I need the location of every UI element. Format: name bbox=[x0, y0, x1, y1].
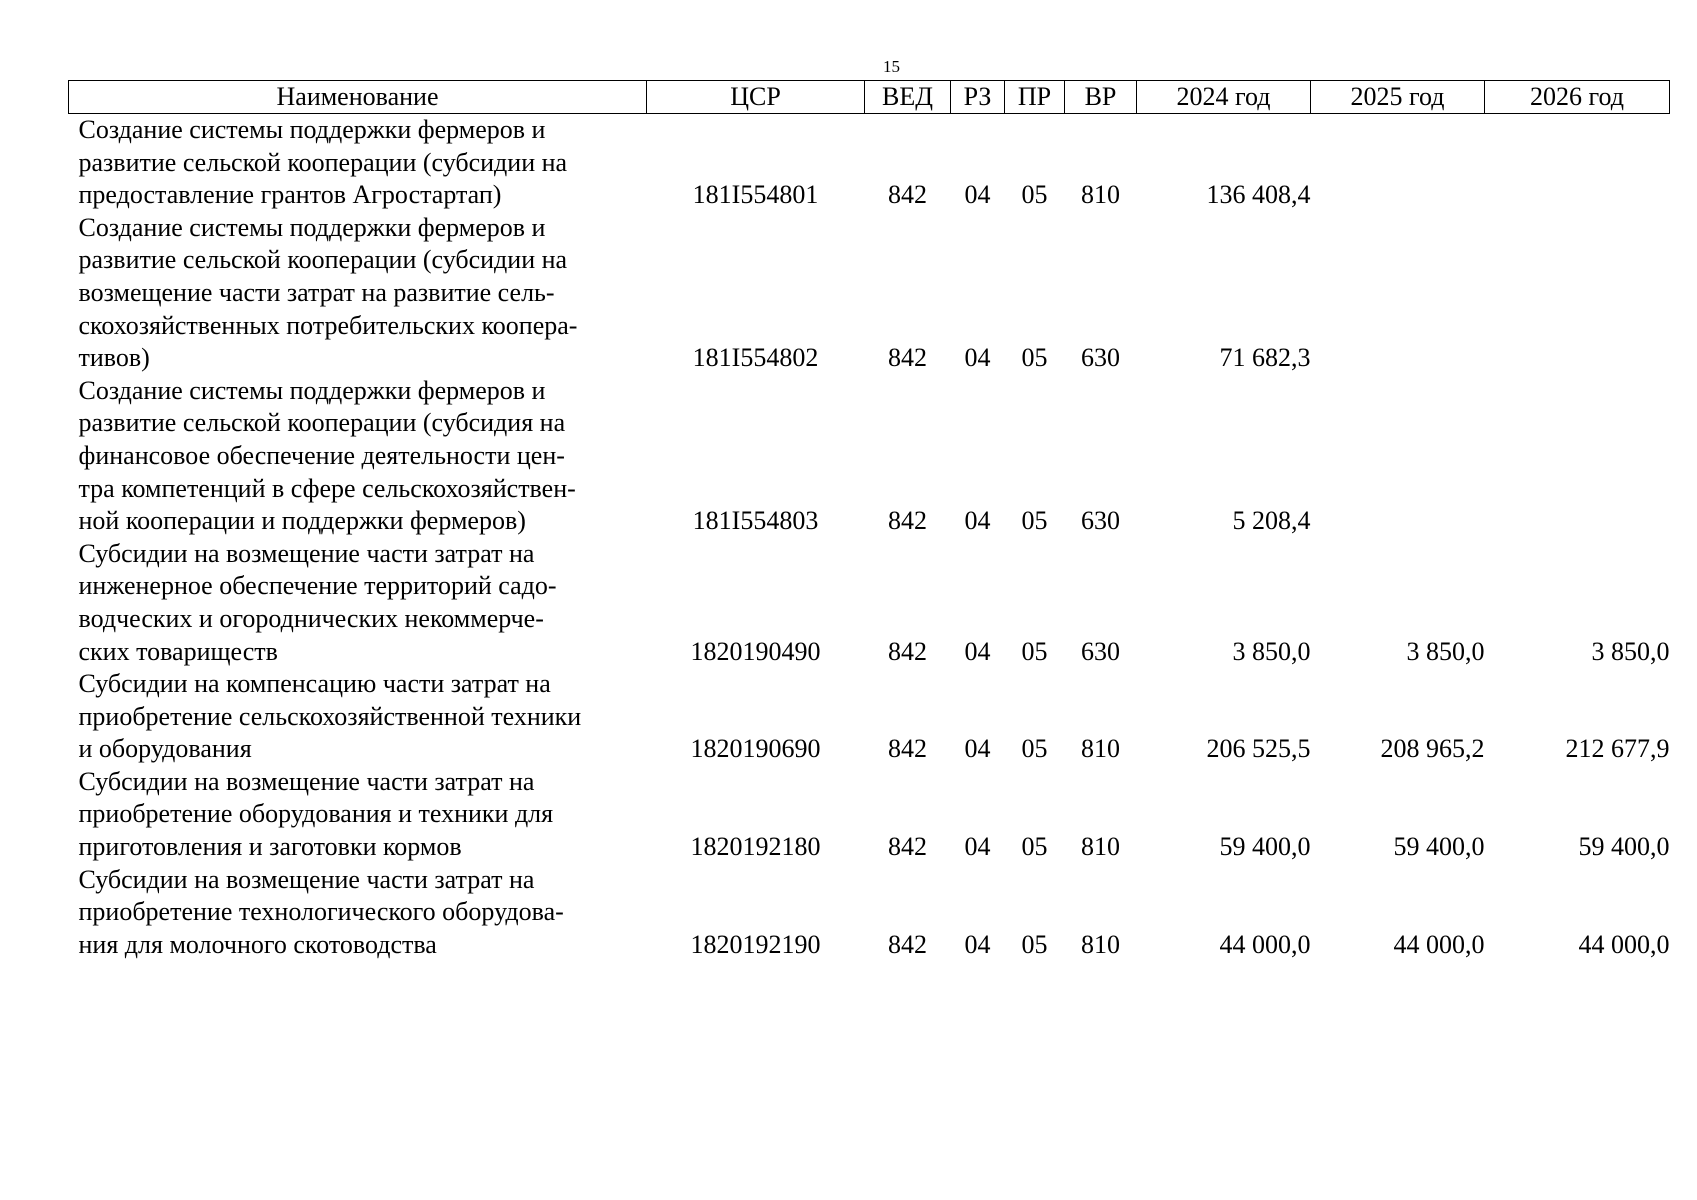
cell-vr: 810 bbox=[1081, 832, 1120, 862]
cell-2024: 206 525,5 bbox=[1206, 734, 1311, 764]
table-row bbox=[69, 212, 1670, 375]
cell-2025: 208 965,2 bbox=[1380, 734, 1485, 764]
name-line: тивов) bbox=[78, 343, 150, 373]
name-line: возмещение части затрат на развитие сель- bbox=[78, 277, 555, 307]
header-pr: ПР bbox=[1005, 81, 1065, 114]
name-line: водческих и огороднических некоммерче- bbox=[78, 603, 544, 633]
cell-vr: 810 bbox=[1081, 734, 1120, 764]
cell-vr: 630 bbox=[1081, 506, 1120, 536]
name-line: развитие сельской кооперации (субсидия на bbox=[78, 408, 566, 438]
cell-csr: 1820192180 bbox=[690, 832, 821, 862]
cell-pr: 05 bbox=[1021, 636, 1048, 666]
cell-name bbox=[69, 375, 647, 538]
cell-name bbox=[69, 538, 647, 668]
header-2024: 2024 год bbox=[1137, 81, 1311, 114]
cell-2026 bbox=[1485, 212, 1670, 375]
name-line: Субсидии на возмещение части затрат на bbox=[78, 864, 535, 894]
cell-name bbox=[69, 114, 647, 212]
name-line: Субсидии на возмещение части затрат на bbox=[78, 538, 535, 568]
cell-csr: 181I554801 bbox=[692, 180, 819, 210]
cell-pr: 05 bbox=[1021, 506, 1048, 536]
cell-rz: 04 bbox=[964, 832, 991, 862]
cell-ved: 842 bbox=[888, 636, 927, 666]
cell-ved: 842 bbox=[888, 180, 927, 210]
header-vr: ВР bbox=[1065, 81, 1137, 114]
cell-rz: 04 bbox=[964, 734, 991, 764]
header-csr: ЦСР bbox=[647, 81, 865, 114]
cell-pr: 05 bbox=[1021, 832, 1048, 862]
cell-vr: 630 bbox=[1081, 343, 1120, 373]
cell-2025: 3 850,0 bbox=[1406, 636, 1485, 666]
cell-2025: 59 400,0 bbox=[1393, 832, 1485, 862]
name-line: приобретение оборудования и техники для bbox=[78, 799, 554, 829]
cell-name bbox=[69, 766, 647, 864]
cell-2024: 44 000,0 bbox=[1219, 929, 1311, 959]
cell-2026 bbox=[1485, 375, 1670, 538]
cell-ved: 842 bbox=[888, 506, 927, 536]
cell-ved: 842 bbox=[888, 343, 927, 373]
header-rz: РЗ bbox=[951, 81, 1005, 114]
cell-pr: 05 bbox=[1021, 343, 1048, 373]
name-line: скохозяйственных потребительских коопера- bbox=[78, 310, 578, 340]
cell-2026 bbox=[1485, 114, 1670, 212]
header-2026: 2026 год bbox=[1485, 81, 1670, 114]
cell-ved: 842 bbox=[888, 734, 927, 764]
cell-csr: 181I554803 bbox=[692, 506, 819, 536]
cell-2026: 44 000,0 bbox=[1578, 929, 1670, 959]
header-ved: ВЕД bbox=[865, 81, 951, 114]
name-line: Создание системы поддержки фермеров и bbox=[78, 375, 546, 405]
cell-pr: 05 bbox=[1021, 180, 1048, 210]
table-row bbox=[69, 375, 1670, 538]
table-row bbox=[69, 668, 1670, 766]
page-number: 15 bbox=[883, 57, 900, 76]
cell-2025 bbox=[1311, 375, 1485, 538]
name-line: финансовое обеспечение деятельности цен- bbox=[78, 440, 565, 470]
cell-csr: 181I554802 bbox=[692, 343, 819, 373]
cell-rz: 04 bbox=[964, 343, 991, 373]
name-line: развитие сельской кооперации (субсидии на bbox=[78, 245, 568, 275]
cell-2024: 5 208,4 bbox=[1232, 506, 1311, 536]
budget-table bbox=[68, 80, 1670, 961]
cell-pr: 05 bbox=[1021, 734, 1048, 764]
cell-vr: 810 bbox=[1081, 180, 1120, 210]
name-line: инженерное обеспечение территорий садо- bbox=[78, 571, 557, 601]
name-line: ния для молочного скотоводства bbox=[78, 929, 437, 959]
name-line: ских товариществ bbox=[78, 636, 278, 666]
cell-2024: 136 408,4 bbox=[1206, 180, 1311, 210]
name-line: развитие сельской кооперации (субсидии на bbox=[78, 147, 568, 177]
cell-csr: 1820192190 bbox=[690, 929, 821, 959]
cell-name bbox=[69, 212, 647, 375]
name-line: предоставление грантов Агростартап) bbox=[78, 180, 502, 210]
cell-ved: 842 bbox=[888, 929, 927, 959]
name-line: Создание системы поддержки фермеров и bbox=[78, 212, 546, 242]
cell-vr: 810 bbox=[1081, 929, 1120, 959]
cell-ved: 842 bbox=[888, 832, 927, 862]
name-line: Субсидии на возмещение части затрат на bbox=[78, 766, 535, 796]
name-line: ной кооперации и поддержки фермеров) bbox=[78, 506, 526, 536]
table-body bbox=[69, 114, 1670, 962]
cell-2024: 59 400,0 bbox=[1219, 832, 1311, 862]
name-line: приготовления и заготовки кормов bbox=[78, 832, 462, 862]
cell-csr: 1820190690 bbox=[690, 734, 821, 764]
name-line: Создание системы поддержки фермеров и bbox=[78, 115, 546, 144]
name-line: тра компетенций в сфере сельскохозяйствен- bbox=[78, 473, 576, 503]
cell-2025 bbox=[1311, 212, 1485, 375]
table-row bbox=[69, 864, 1670, 962]
cell-2024: 71 682,3 bbox=[1219, 343, 1311, 373]
cell-rz: 04 bbox=[964, 506, 991, 536]
cell-rz: 04 bbox=[964, 929, 991, 959]
header-name: Наименование bbox=[69, 81, 647, 114]
table-row bbox=[69, 114, 1670, 212]
name-line: приобретение технологического оборудова- bbox=[78, 897, 564, 927]
cell-csr: 1820190490 bbox=[690, 636, 821, 666]
table-header-row bbox=[69, 81, 1670, 114]
cell-pr: 05 bbox=[1021, 929, 1048, 959]
cell-rz: 04 bbox=[964, 180, 991, 210]
table-row bbox=[69, 538, 1670, 668]
cell-rz: 04 bbox=[964, 636, 991, 666]
cell-2024: 3 850,0 bbox=[1232, 636, 1311, 666]
name-line: приобретение сельскохозяйственной техники bbox=[78, 701, 582, 731]
name-line: и оборудования bbox=[78, 734, 252, 764]
name-line: Субсидии на компенсацию части затрат на bbox=[78, 669, 551, 699]
cell-2026: 59 400,0 bbox=[1578, 832, 1670, 862]
cell-name bbox=[69, 668, 647, 766]
cell-2025: 44 000,0 bbox=[1393, 929, 1485, 959]
cell-2025 bbox=[1311, 114, 1485, 212]
cell-2026: 3 850,0 bbox=[1591, 636, 1670, 666]
header-2025: 2025 год bbox=[1311, 81, 1485, 114]
cell-name bbox=[69, 864, 647, 962]
cell-vr: 630 bbox=[1081, 636, 1120, 666]
table-row bbox=[69, 766, 1670, 864]
cell-2026: 212 677,9 bbox=[1565, 734, 1670, 764]
